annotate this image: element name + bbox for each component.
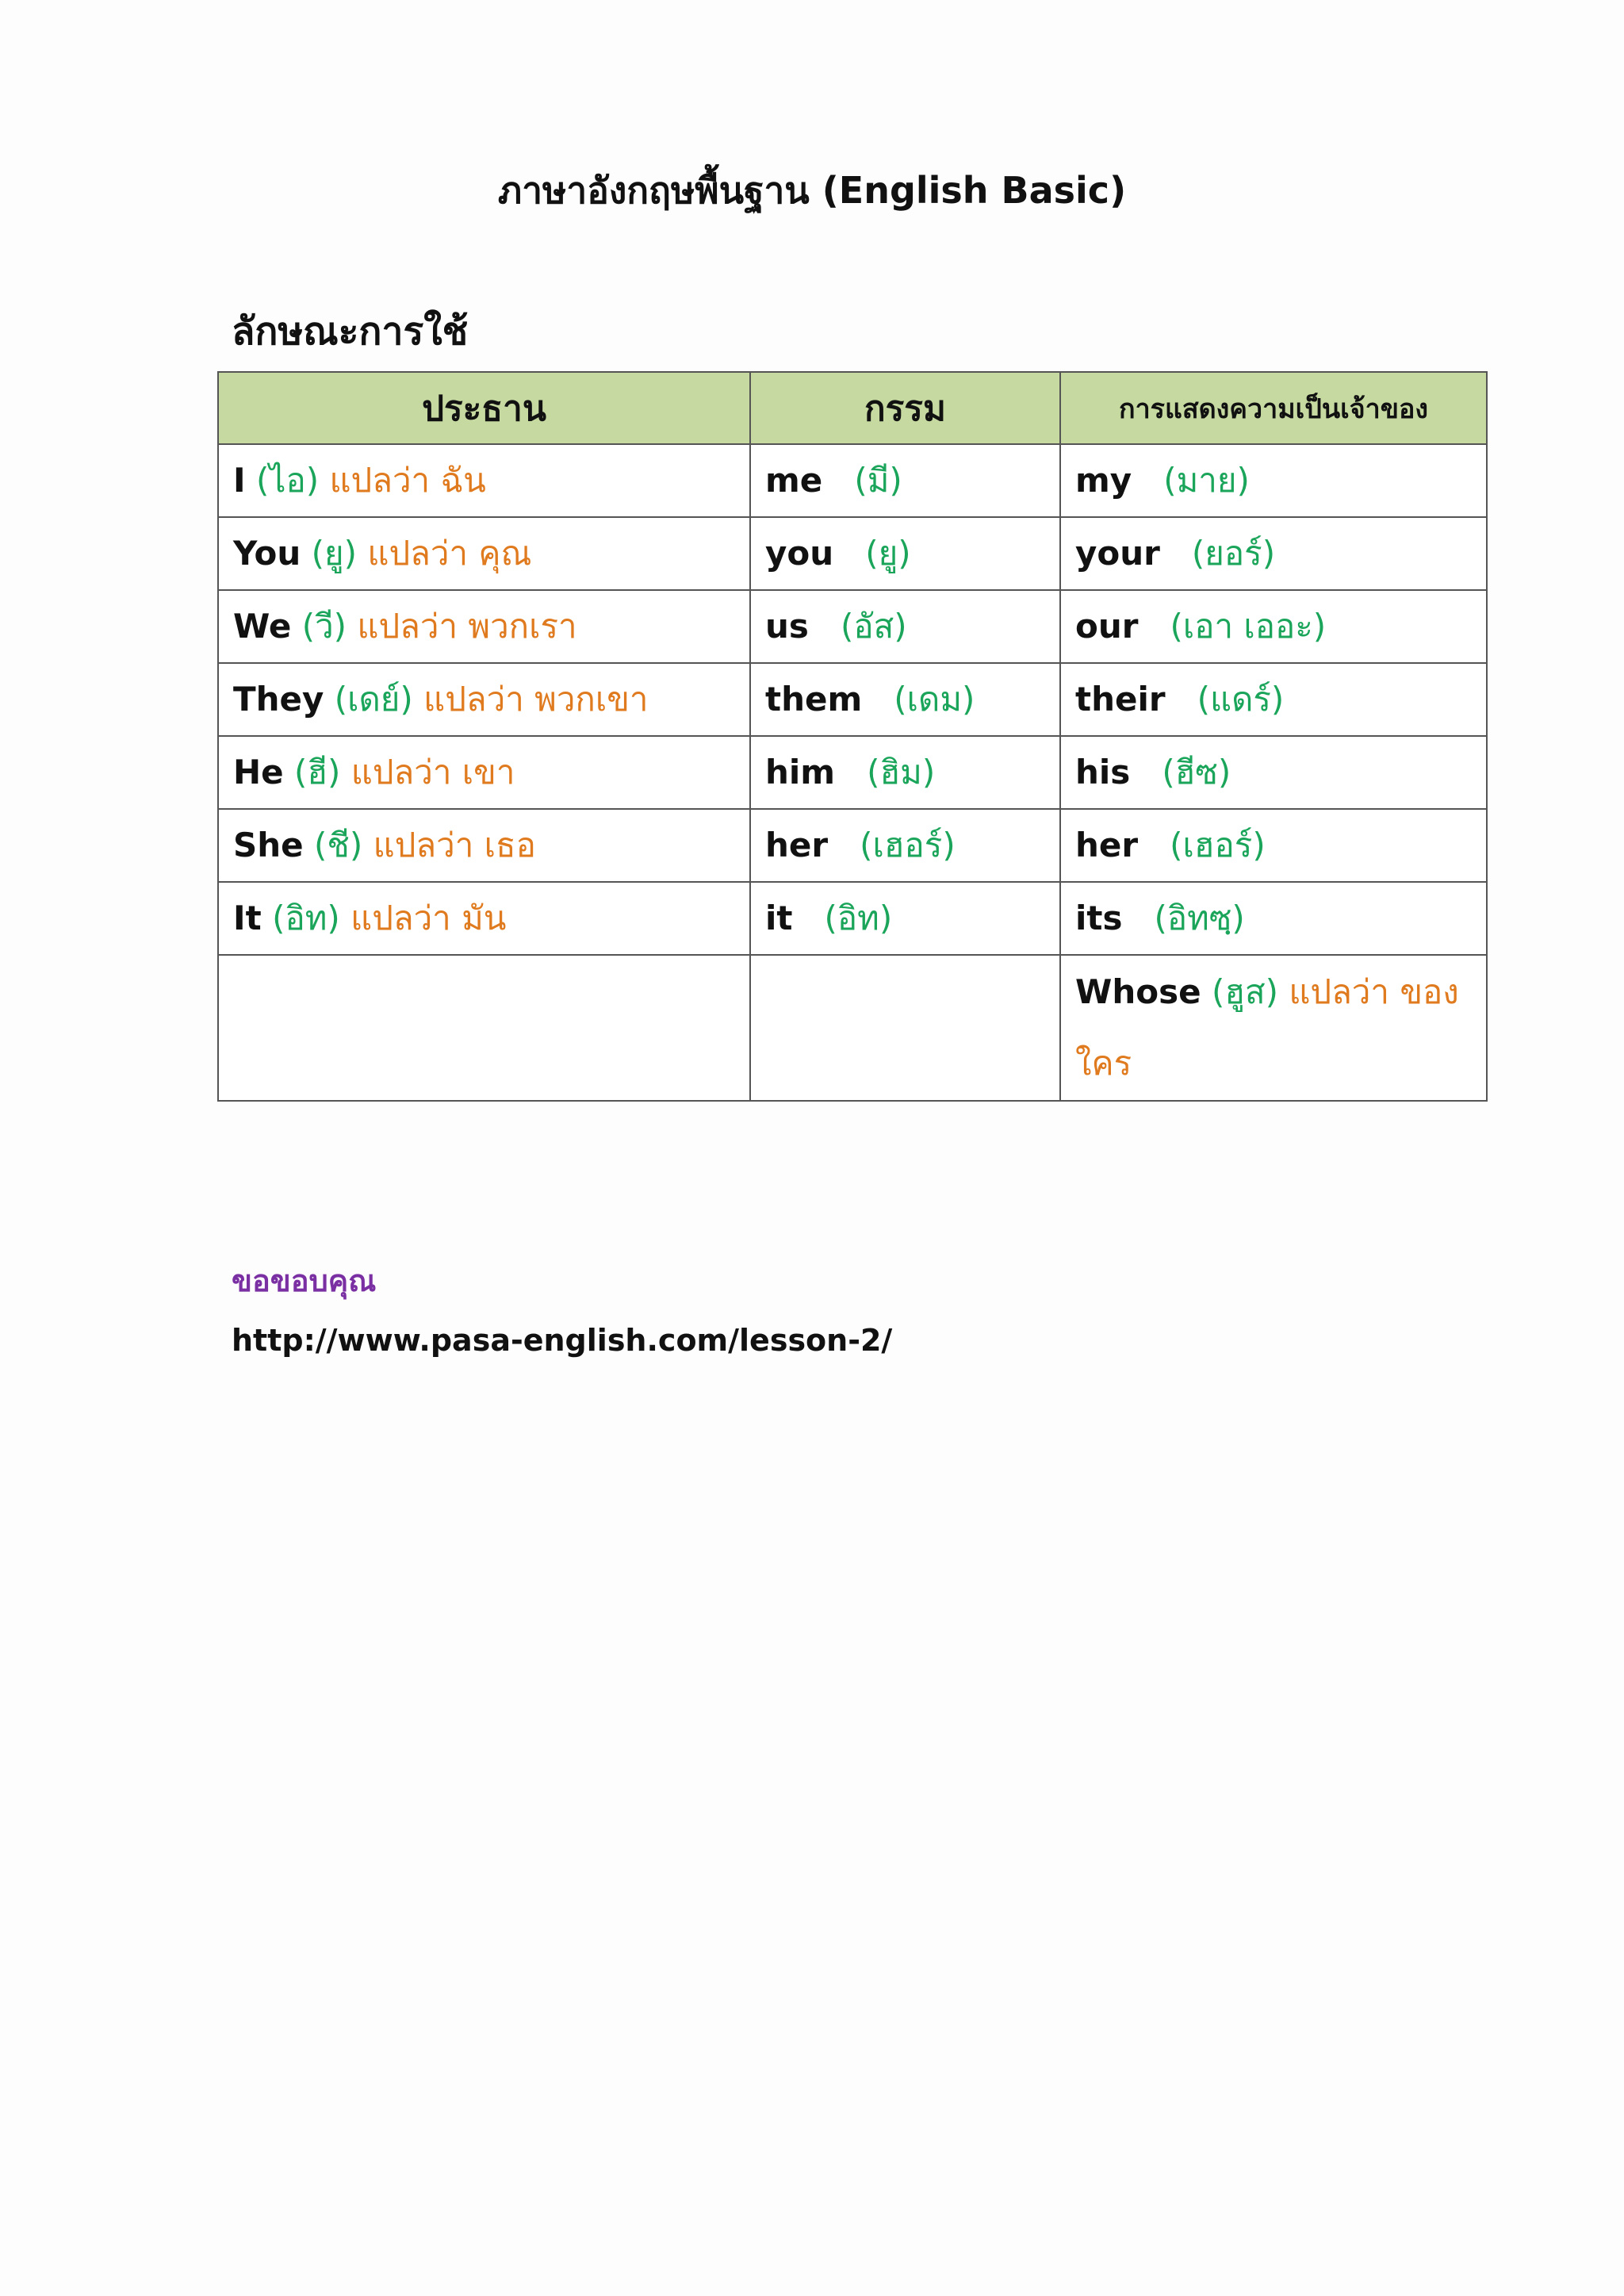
object-pronunciation: (มี) <box>854 461 902 500</box>
subject-meaning: แปลว่า ฉัน <box>329 461 486 500</box>
object-cell <box>750 590 1060 663</box>
subject-cell <box>218 809 750 882</box>
subject-cell <box>218 663 750 736</box>
object-word: me <box>765 461 823 500</box>
object-cell <box>750 736 1060 809</box>
subject-word: We <box>233 607 292 646</box>
possessive-cell <box>1060 736 1487 809</box>
object-word: it <box>765 899 793 937</box>
possessive-word: our <box>1075 607 1139 646</box>
reference-link[interactable]: http://www.pasa-english.com/lesson-2/ <box>232 1323 893 1358</box>
subject-pronunciation: (ไอ) <box>256 461 320 500</box>
subject-word: It <box>233 899 262 937</box>
header-object: กรรม <box>750 372 1060 444</box>
possessive-word: her <box>1075 826 1139 864</box>
subject-word: I <box>233 461 246 500</box>
subject-pronunciation: (ฮี) <box>294 753 341 792</box>
object-pronunciation: (ยู) <box>865 534 911 573</box>
section-heading: ลักษณะการใช้ <box>232 309 469 354</box>
empty-subject-cell <box>218 955 750 1101</box>
subject-meaning: แปลว่า พวกเขา <box>423 680 649 719</box>
table-row <box>218 882 1487 955</box>
table-row <box>218 444 1487 517</box>
object-cell <box>750 444 1060 517</box>
subject-cell <box>218 444 750 517</box>
possessive-pronunciation: (แดร์) <box>1197 680 1285 719</box>
possessive-cell <box>1060 444 1487 517</box>
object-cell <box>750 517 1060 590</box>
possessive-pronunciation: (เอา เออะ) <box>1170 607 1327 646</box>
subject-pronunciation: (ยู) <box>311 534 358 573</box>
table-row <box>218 663 1487 736</box>
object-pronunciation: (อิท) <box>824 899 893 937</box>
table-row <box>218 736 1487 809</box>
possessive-cell <box>1060 955 1487 1101</box>
table-row <box>218 955 1487 1101</box>
possessive-word: Whose <box>1075 972 1201 1011</box>
object-word: you <box>765 534 834 573</box>
table-header-row <box>218 372 1487 444</box>
object-pronunciation: (ฮิม) <box>867 753 936 792</box>
possessive-word: your <box>1075 534 1160 573</box>
object-cell <box>750 809 1060 882</box>
possessive-word: its <box>1075 899 1123 937</box>
possessive-cell <box>1060 590 1487 663</box>
subject-meaning: แปลว่า พวกเรา <box>357 607 577 646</box>
subject-pronunciation: (เดย์) <box>334 680 413 719</box>
subject-cell <box>218 882 750 955</box>
possessive-cell <box>1060 663 1487 736</box>
subject-meaning: แปลว่า มัน <box>350 899 507 937</box>
possessive-word: my <box>1075 461 1132 500</box>
object-cell <box>750 882 1060 955</box>
object-word: him <box>765 753 836 792</box>
pronoun-table <box>217 371 1488 1102</box>
object-word: us <box>765 607 809 646</box>
subject-pronunciation: (ชี) <box>314 826 363 864</box>
possessive-word: their <box>1075 680 1166 719</box>
empty-object-cell <box>750 955 1060 1101</box>
subject-cell <box>218 736 750 809</box>
subject-pronunciation: (วี) <box>301 607 347 646</box>
possessive-cell <box>1060 517 1487 590</box>
subject-meaning: แปลว่า เขา <box>350 753 515 792</box>
possessive-pronunciation: (ฮูส) <box>1211 972 1278 1011</box>
possessive-cell <box>1060 882 1487 955</box>
subject-cell <box>218 517 750 590</box>
possessive-pronunciation: (มาย) <box>1163 461 1250 500</box>
table-row <box>218 517 1487 590</box>
thanks-label: ขอขอบคุณ <box>232 1263 377 1298</box>
subject-cell <box>218 590 750 663</box>
subject-word: She <box>233 826 304 864</box>
object-pronunciation: (เฮอร์) <box>860 826 956 864</box>
page-title: ภาษาอังกฤษพื้นฐาน (English Basic) <box>497 169 1127 212</box>
header-subject: ประธาน <box>218 372 750 444</box>
object-word: her <box>765 826 829 864</box>
table-row <box>218 809 1487 882</box>
subject-meaning: แปลว่า คุณ <box>367 534 532 573</box>
object-pronunciation: (เดม) <box>894 680 975 719</box>
subject-word: He <box>233 753 284 792</box>
subject-meaning: แปลว่า เธอ <box>373 826 536 864</box>
header-possessive: การแสดงความเป็นเจ้าของ <box>1060 372 1487 444</box>
object-pronunciation: (อัส) <box>840 607 907 646</box>
table-row <box>218 590 1487 663</box>
subject-word: They <box>233 680 324 719</box>
subject-word: You <box>233 534 301 573</box>
subject-pronunciation: (อิท) <box>272 899 340 937</box>
object-cell <box>750 663 1060 736</box>
possessive-meaning: แปลว่า ของใคร <box>1075 972 1459 1083</box>
possessive-pronunciation: (อิทซฺ) <box>1154 899 1245 937</box>
possessive-pronunciation: (ยอร์) <box>1191 534 1276 573</box>
possessive-pronunciation: (เฮอร์) <box>1170 826 1266 864</box>
possessive-cell <box>1060 809 1487 882</box>
possessive-pronunciation: (ฮีซ) <box>1162 753 1231 792</box>
object-word: them <box>765 680 863 719</box>
possessive-word: his <box>1075 753 1131 792</box>
